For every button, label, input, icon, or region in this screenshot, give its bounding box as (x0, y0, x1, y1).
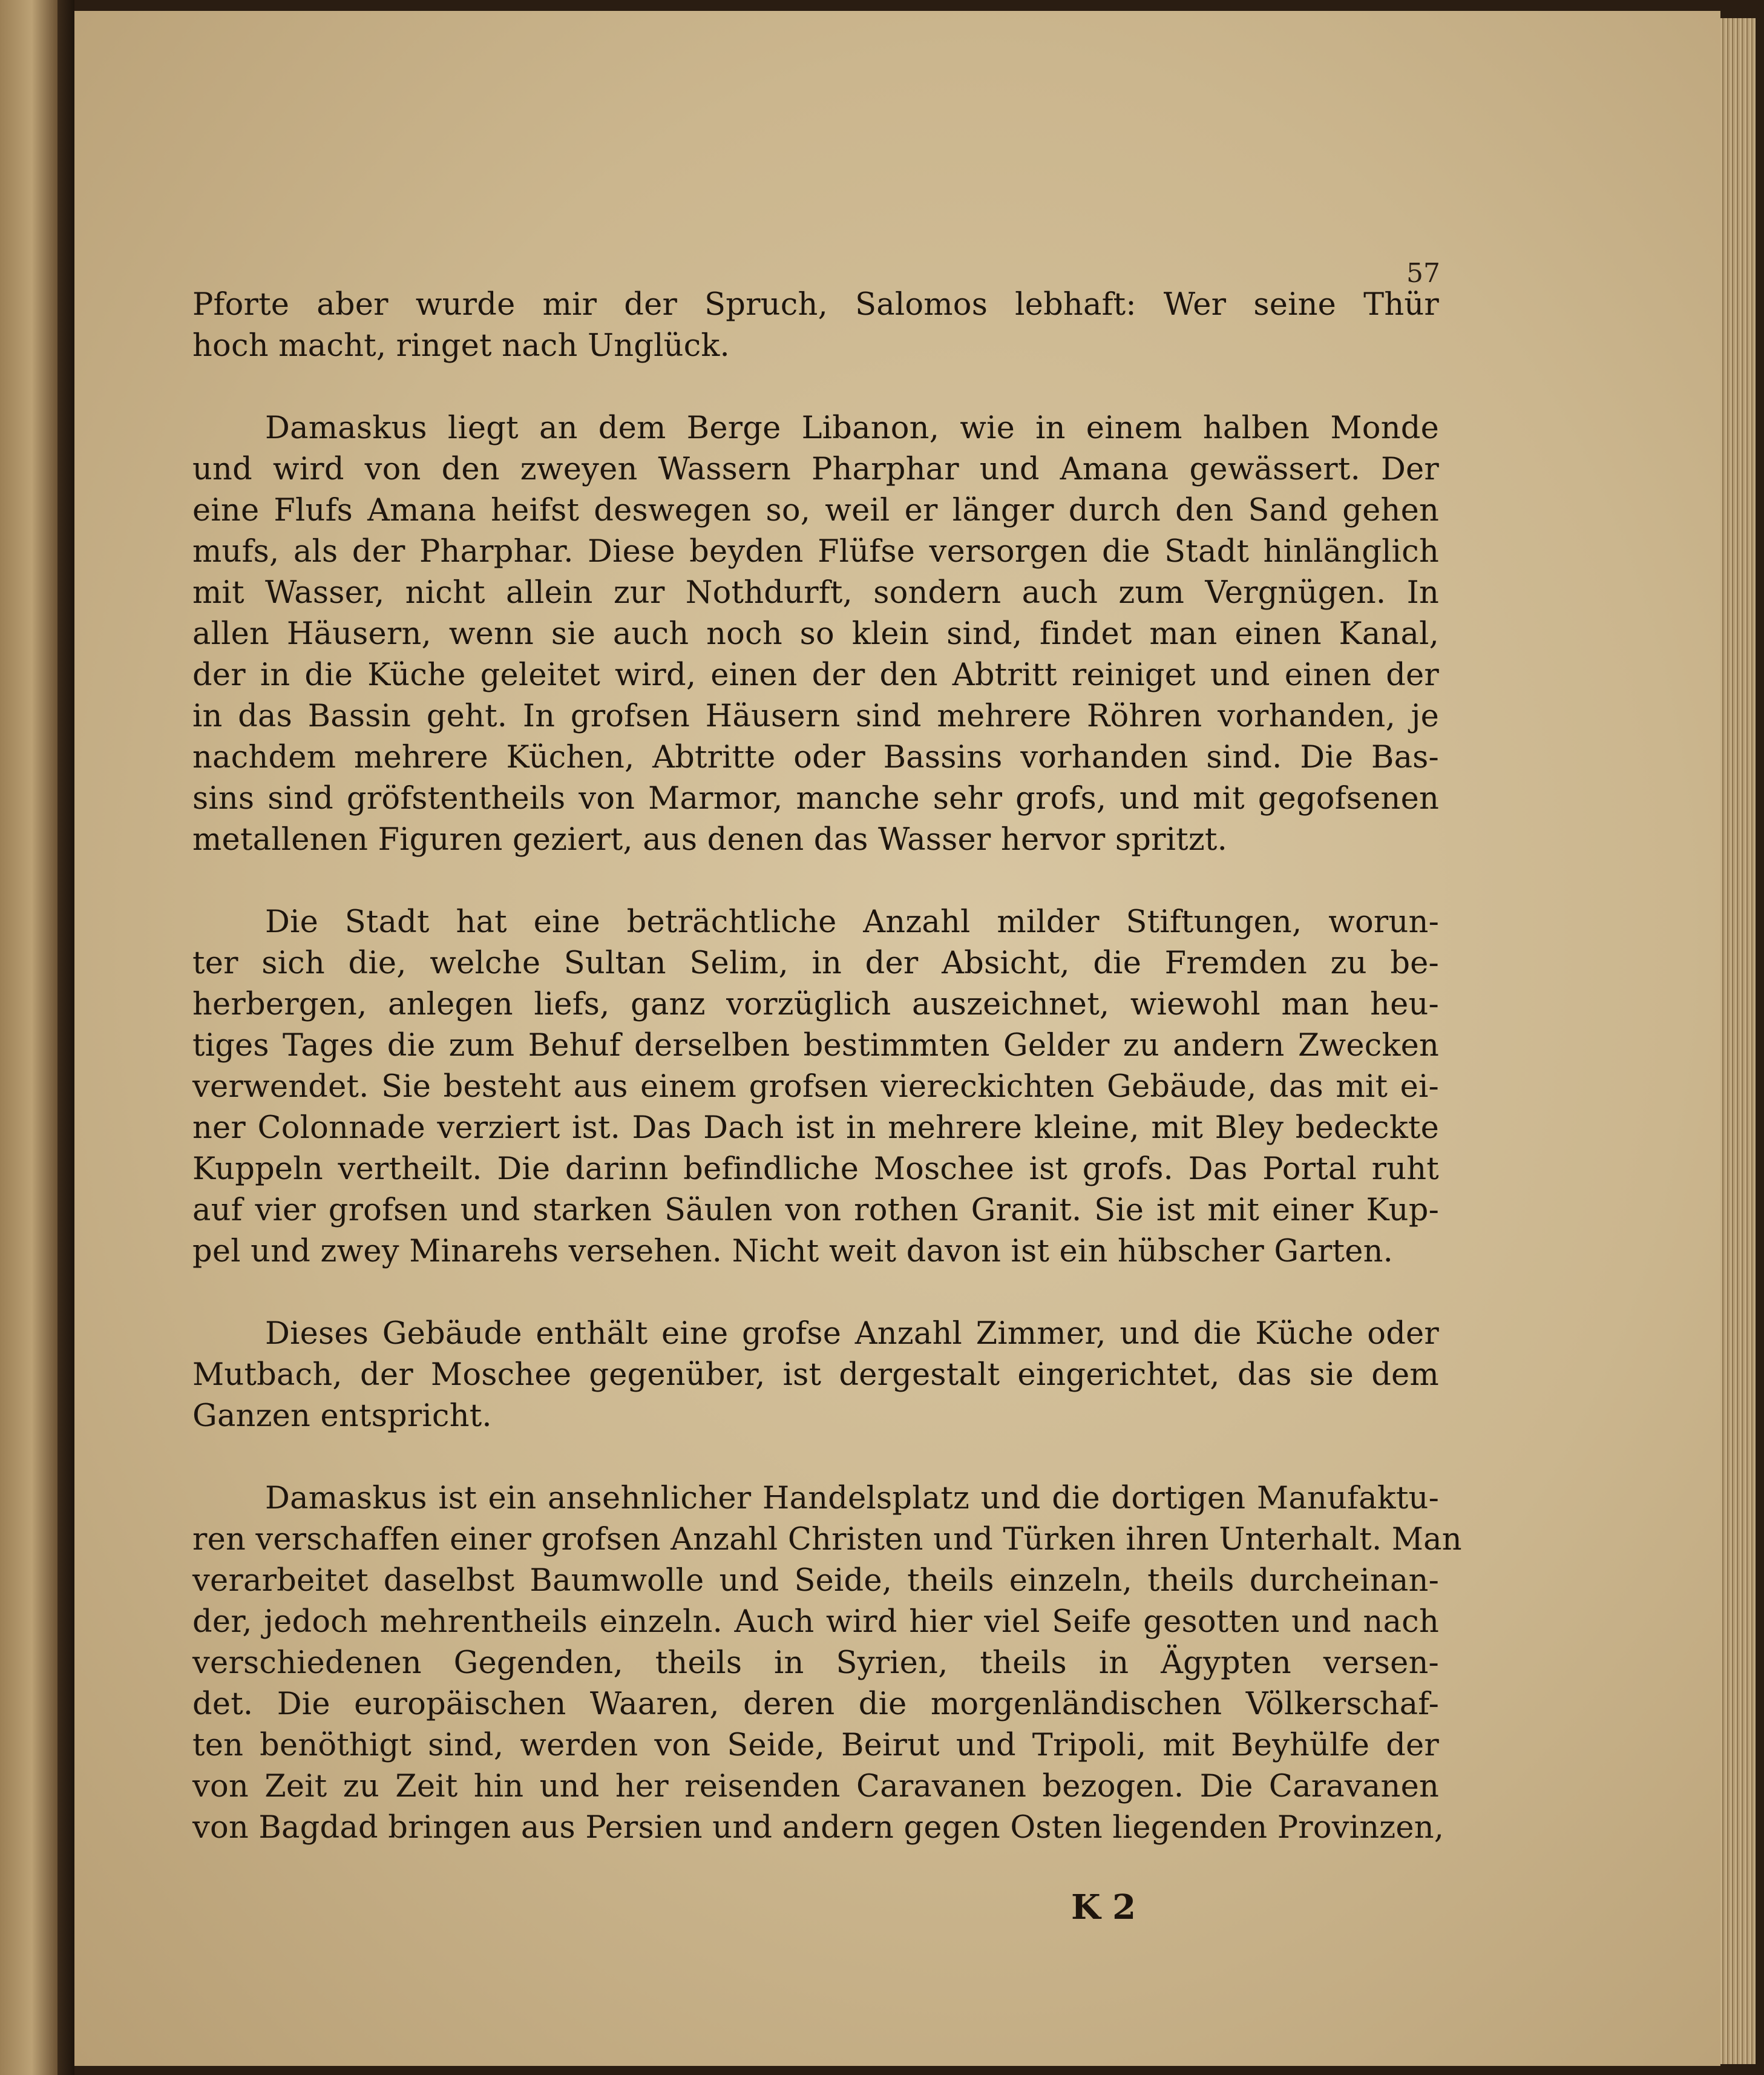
text-line: der in die Küche geleitet wird, einen der den Abtritt reiniget und einen der (192, 657, 1439, 693)
paragraph (192, 284, 1439, 367)
text-line: det. Die europäischen Waaren, deren die morgenländischen Völkerschaf- (192, 1686, 1439, 1722)
text-line: ner Colonnade verziert ist. Das Dach ist in mehrere kleine, mit Bley bedeckte (192, 1110, 1439, 1146)
paragraph (192, 1478, 1462, 1849)
text-line: Kuppeln vertheilt. Die darinn befindliche Moschee ist grofs. Das Portal ruht (192, 1151, 1439, 1187)
text-line: pel und zwey Minarehs versehen. Nicht weit davon ist ein hübscher Garten. (192, 1234, 1394, 1269)
text-line: sins sind gröfstentheils von Marmor, manche sehr grofs, und mit gegofsenen (192, 781, 1439, 817)
text-line: auf vier grofsen und starken Säulen von rothen Granit. Sie ist mit einer Kup- (192, 1192, 1439, 1228)
text-line: Pforte aber wurde mir der Spruch, Salomos lebhaft: Wer seine Thür (192, 287, 1439, 323)
text-line: ren verschaffen einer grofsen Anzahl Christen und Türken ihren Unterhalt. Man (192, 1522, 1462, 1557)
text-line: mit Wasser, nicht allein zur Nothdurft, sondern auch zum Vergnügen. In (192, 575, 1439, 611)
signature-mark: K 2 (1071, 1887, 1136, 1927)
text-line: Damaskus liegt an dem Berge Libanon, wie in einem halben Monde (265, 410, 1439, 446)
text-line: allen Häusern, wenn sie auch noch so klein sind, findet man einen Kanal, (192, 616, 1439, 652)
text-line: herbergen, anlegen liefs, ganz vorzüglich auszeichnet, wiewohl man heu- (192, 987, 1439, 1022)
text-line: von Zeit zu Zeit hin und her reisenden Caravanen bezogen. Die Caravanen (192, 1769, 1439, 1804)
text-line: in das Bassin geht. In grofsen Häusern sind mehrere Röhren vorhanden, je (192, 699, 1439, 734)
text-line: Mutbach, der Moschee gegenüber, ist dergestalt eingerichtet, das sie dem (192, 1357, 1439, 1393)
page-number: 57 (1406, 258, 1440, 289)
body-text (192, 284, 1462, 1849)
text-line: Damaskus ist ein ansehnlicher Handelsplatz und die dortigen Manufaktu- (265, 1481, 1439, 1516)
text-line: verwendet. Sie besteht aus einem grofsen viereckichten Gebäude, das mit ei- (192, 1069, 1439, 1105)
paragraph (192, 408, 1439, 861)
text-line: Ganzen entspricht. (192, 1398, 492, 1434)
text-line: verschiedenen Gegenden, theils in Syrien, theils in Ägypten versen- (192, 1645, 1439, 1681)
text-line: und wird von den zweyen Wassern Pharphar und Amana gewässert. Der (192, 452, 1439, 487)
book-gutter (57, 0, 74, 2075)
page-stack-edges (1720, 18, 1756, 2064)
text-line: verarbeitet daselbst Baumwolle und Seide, theils einzeln, theils durcheinan- (192, 1563, 1439, 1599)
text-line: von Bagdad bringen aus Persien und andern gegen Osten liegenden Provinzen, (192, 1810, 1444, 1846)
text-line: metallenen Figuren geziert, aus denen das Wasser hervor spritzt. (192, 822, 1228, 858)
text-line: Die Stadt hat eine beträchtliche Anzahl milder Stiftungen, worun- (265, 904, 1439, 940)
text-line: eine Flufs Amana heifst deswegen so, weil er länger durch den Sand gehen (192, 493, 1439, 528)
text-line: ten benöthigt sind, werden von Seide, Beirut und Tripoli, mit Beyhülfe der (192, 1728, 1439, 1763)
text-line: mufs, als der Pharphar. Diese beyden Flüfse versorgen die Stadt hinlänglich (192, 534, 1439, 570)
paragraph (192, 902, 1439, 1272)
text-line: tiges Tages die zum Behuf derselben bestimmten Gelder zu andern Zwecken (192, 1028, 1439, 1064)
text-line: ter sich die, welche Sultan Selim, in der Absicht, die Fremden zu be- (192, 945, 1439, 981)
previous-page-edge (0, 0, 57, 2075)
text-line: nachdem mehrere Küchen, Abtritte oder Bassins vorhanden sind. Die Bas- (192, 740, 1439, 775)
text-line: hoch macht, ringet nach Unglück. (192, 328, 730, 364)
paragraph (192, 1314, 1439, 1437)
text-line: Dieses Gebäude enthält eine grofse Anzahl Zimmer, und die Küche oder (265, 1316, 1439, 1352)
text-line: der, jedoch mehrentheils einzeln. Auch wird hier viel Seife gesotten und nach (192, 1604, 1439, 1640)
